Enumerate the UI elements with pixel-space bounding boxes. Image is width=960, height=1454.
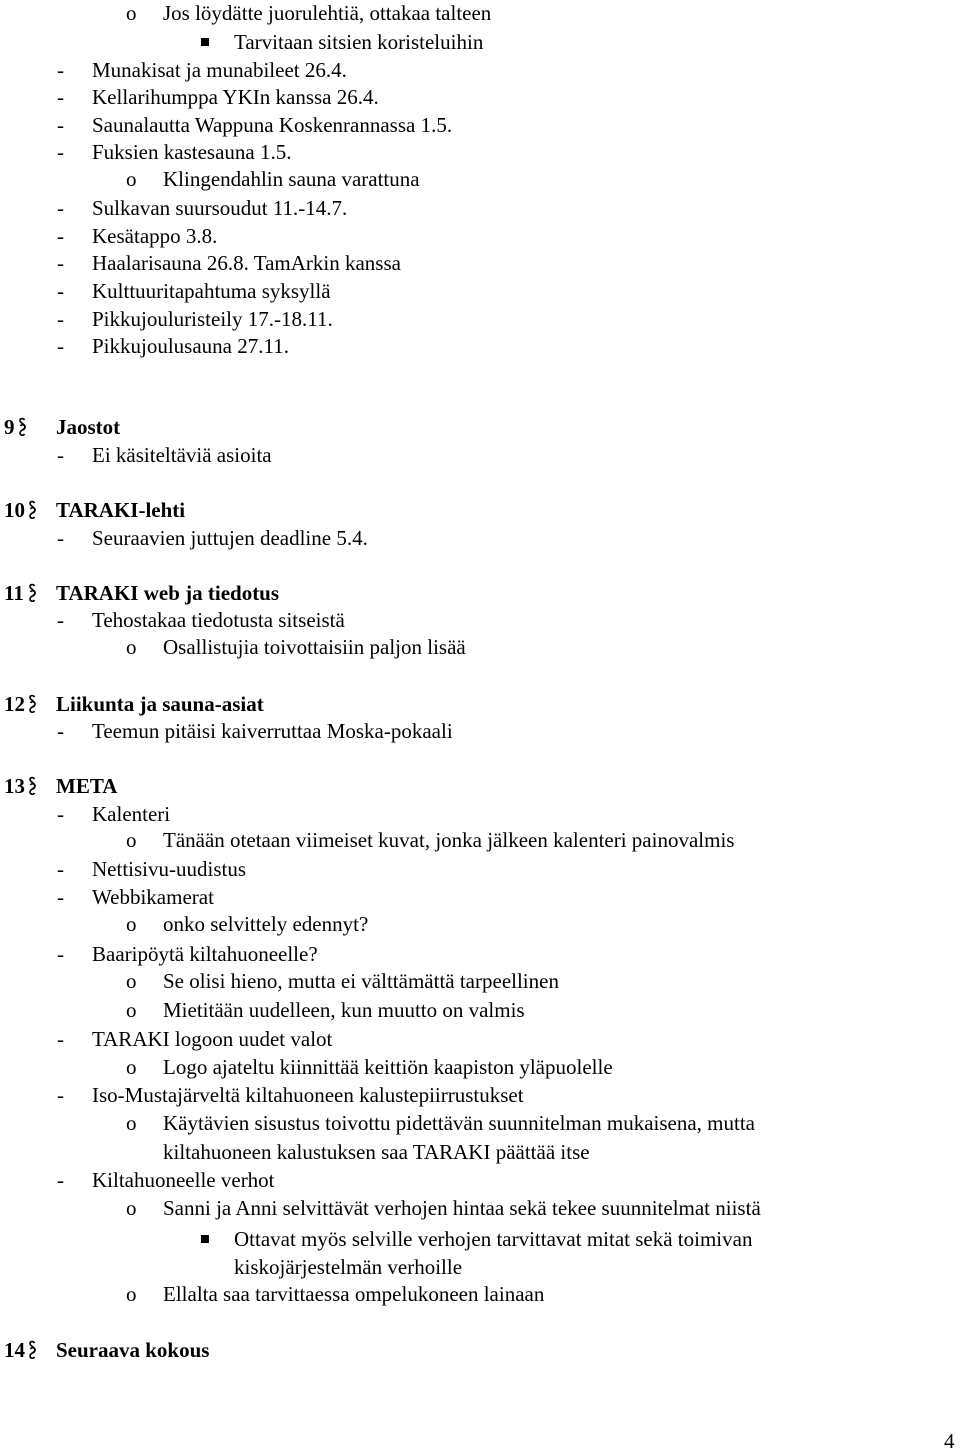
circle-bullet-icon: o bbox=[126, 998, 137, 1022]
page-number: 4 bbox=[944, 1429, 955, 1453]
circle-bullet-icon: o bbox=[126, 969, 137, 993]
list-item: Iso-Mustajärveltä kiltahuoneen kalustepiirrustukset bbox=[92, 1083, 524, 1107]
circle-bullet-icon: o bbox=[126, 828, 137, 852]
dash-bullet-icon: - bbox=[57, 1083, 64, 1107]
list-item: TARAKI logoon uudet valot bbox=[92, 1027, 333, 1051]
list-item: Saunalautta Wappuna Koskenrannassa 1.5. bbox=[92, 113, 453, 137]
dash-bullet-icon: - bbox=[57, 251, 64, 275]
dash-bullet-icon: - bbox=[57, 857, 64, 881]
circle-bullet-icon: o bbox=[126, 1282, 137, 1306]
list-item: Teemun pitäisi kaiverruttaa Moska-pokaali bbox=[92, 719, 453, 743]
list-item: Kiltahuoneelle verhot bbox=[92, 1168, 275, 1192]
dash-bullet-icon: - bbox=[57, 140, 64, 164]
list-item: onko selvittely edennyt? bbox=[163, 912, 369, 936]
list-item-continuation: kiskojärjestelmän verhoille bbox=[234, 1255, 463, 1279]
dash-bullet-icon: - bbox=[57, 1168, 64, 1192]
section-number: 11 bbox=[4, 581, 24, 605]
section-sign-icon bbox=[28, 693, 37, 715]
dash-bullet-icon: - bbox=[57, 58, 64, 82]
list-item: Munakisat ja munabileet 26.4. bbox=[92, 58, 347, 82]
dash-bullet-icon: - bbox=[57, 526, 64, 550]
section-number: 9 bbox=[4, 415, 15, 439]
section-number: 12 bbox=[4, 692, 25, 716]
list-item: Nettisivu-uudistus bbox=[92, 857, 247, 881]
list-item: Käytävien sisustus toivottu pidettävän suunnitelman mukaisena, mutta bbox=[163, 1111, 755, 1135]
list-item: Tänään otetaan viimeiset kuvat, jonka jälkeen kalenteri painovalmis bbox=[163, 828, 735, 852]
list-item: Se olisi hieno, mutta ei välttämättä tarpeellinen bbox=[163, 969, 559, 993]
circle-bullet-icon: o bbox=[126, 1055, 137, 1079]
dash-bullet-icon: - bbox=[57, 719, 64, 743]
list-item: Kalenteri bbox=[92, 802, 171, 826]
section-heading: TARAKI-lehti bbox=[56, 498, 186, 522]
square-bullet-icon bbox=[201, 1235, 209, 1243]
list-item: Baaripöytä kiltahuoneelle? bbox=[92, 942, 318, 966]
list-item: Osallistujia toivottaisiin paljon lisää bbox=[163, 635, 466, 659]
list-item: Haalarisauna 26.8. TamArkin kanssa bbox=[92, 251, 401, 275]
list-item: Klingendahlin sauna varattuna bbox=[163, 167, 420, 191]
dash-bullet-icon: - bbox=[57, 224, 64, 248]
section-number: 14 bbox=[4, 1338, 25, 1362]
dash-bullet-icon: - bbox=[57, 802, 64, 826]
list-item-continuation: kiltahuoneen kalustuksen saa TARAKI päättää itse bbox=[163, 1140, 590, 1164]
section-sign-icon bbox=[28, 499, 37, 521]
section-heading: Seuraava kokous bbox=[56, 1338, 210, 1362]
dash-bullet-icon: - bbox=[57, 307, 64, 331]
circle-bullet-icon: o bbox=[126, 635, 137, 659]
dash-bullet-icon: - bbox=[57, 443, 64, 467]
dash-bullet-icon: - bbox=[57, 942, 64, 966]
circle-bullet-icon: o bbox=[126, 1196, 137, 1220]
list-item: Kesätappo 3.8. bbox=[92, 224, 218, 248]
list-item: Seuraavien juttujen deadline 5.4. bbox=[92, 526, 368, 550]
dash-bullet-icon: - bbox=[57, 885, 64, 909]
list-item: Tarvitaan sitsien koristeluihin bbox=[234, 30, 484, 54]
circle-bullet-icon: o bbox=[126, 912, 137, 936]
list-item: Jos löydätte juorulehtiä, ottakaa talteen bbox=[163, 1, 492, 25]
circle-bullet-icon: o bbox=[126, 1, 137, 25]
list-item: Kulttuuritapahtuma syksyllä bbox=[92, 279, 331, 303]
dash-bullet-icon: - bbox=[57, 279, 64, 303]
list-item: Ellalta saa tarvittaessa ompelukoneen lainaan bbox=[163, 1282, 545, 1306]
list-item: Sanni ja Anni selvittävät verhojen hintaa sekä tekee suunnitelmat niistä bbox=[163, 1196, 761, 1220]
list-item: Pikkujouluristeily 17.-18.11. bbox=[92, 307, 333, 331]
section-sign-icon bbox=[28, 1339, 37, 1361]
section-sign-icon bbox=[18, 416, 27, 438]
section-heading: META bbox=[56, 774, 118, 798]
dash-bullet-icon: - bbox=[57, 334, 64, 358]
section-sign-icon bbox=[28, 775, 37, 797]
circle-bullet-icon: o bbox=[126, 167, 137, 191]
section-heading: TARAKI web ja tiedotus bbox=[56, 581, 280, 605]
list-item: Webbikamerat bbox=[92, 885, 214, 909]
circle-bullet-icon: o bbox=[126, 1111, 137, 1135]
dash-bullet-icon: - bbox=[57, 85, 64, 109]
dash-bullet-icon: - bbox=[57, 1027, 64, 1051]
dash-bullet-icon: - bbox=[57, 608, 64, 632]
list-item: Tehostakaa tiedotusta sitseistä bbox=[92, 608, 345, 632]
list-item: Logo ajateltu kiinnittää keittiön kaapiston yläpuolelle bbox=[163, 1055, 613, 1079]
list-item: Mietitään uudelleen, kun muutto on valmis bbox=[163, 998, 525, 1022]
dash-bullet-icon: - bbox=[57, 196, 64, 220]
dash-bullet-icon: - bbox=[57, 113, 64, 137]
section-number: 10 bbox=[4, 498, 25, 522]
list-item: Fuksien kastesauna 1.5. bbox=[92, 140, 292, 164]
list-item: Sulkavan suursoudut 11.-14.7. bbox=[92, 196, 348, 220]
square-bullet-icon bbox=[201, 38, 209, 46]
list-item: Ei käsiteltäviä asioita bbox=[92, 443, 272, 467]
list-item: Ottavat myös selville verhojen tarvittavat mitat sekä toimivan bbox=[234, 1227, 753, 1251]
section-sign-icon bbox=[28, 582, 37, 604]
section-heading: Liikunta ja sauna-asiat bbox=[56, 692, 264, 716]
section-number: 13 bbox=[4, 774, 25, 798]
list-item: Pikkujoulusauna 27.11. bbox=[92, 334, 289, 358]
section-heading: Jaostot bbox=[56, 415, 121, 439]
list-item: Kellarihumppa YKIn kanssa 26.4. bbox=[92, 85, 379, 109]
